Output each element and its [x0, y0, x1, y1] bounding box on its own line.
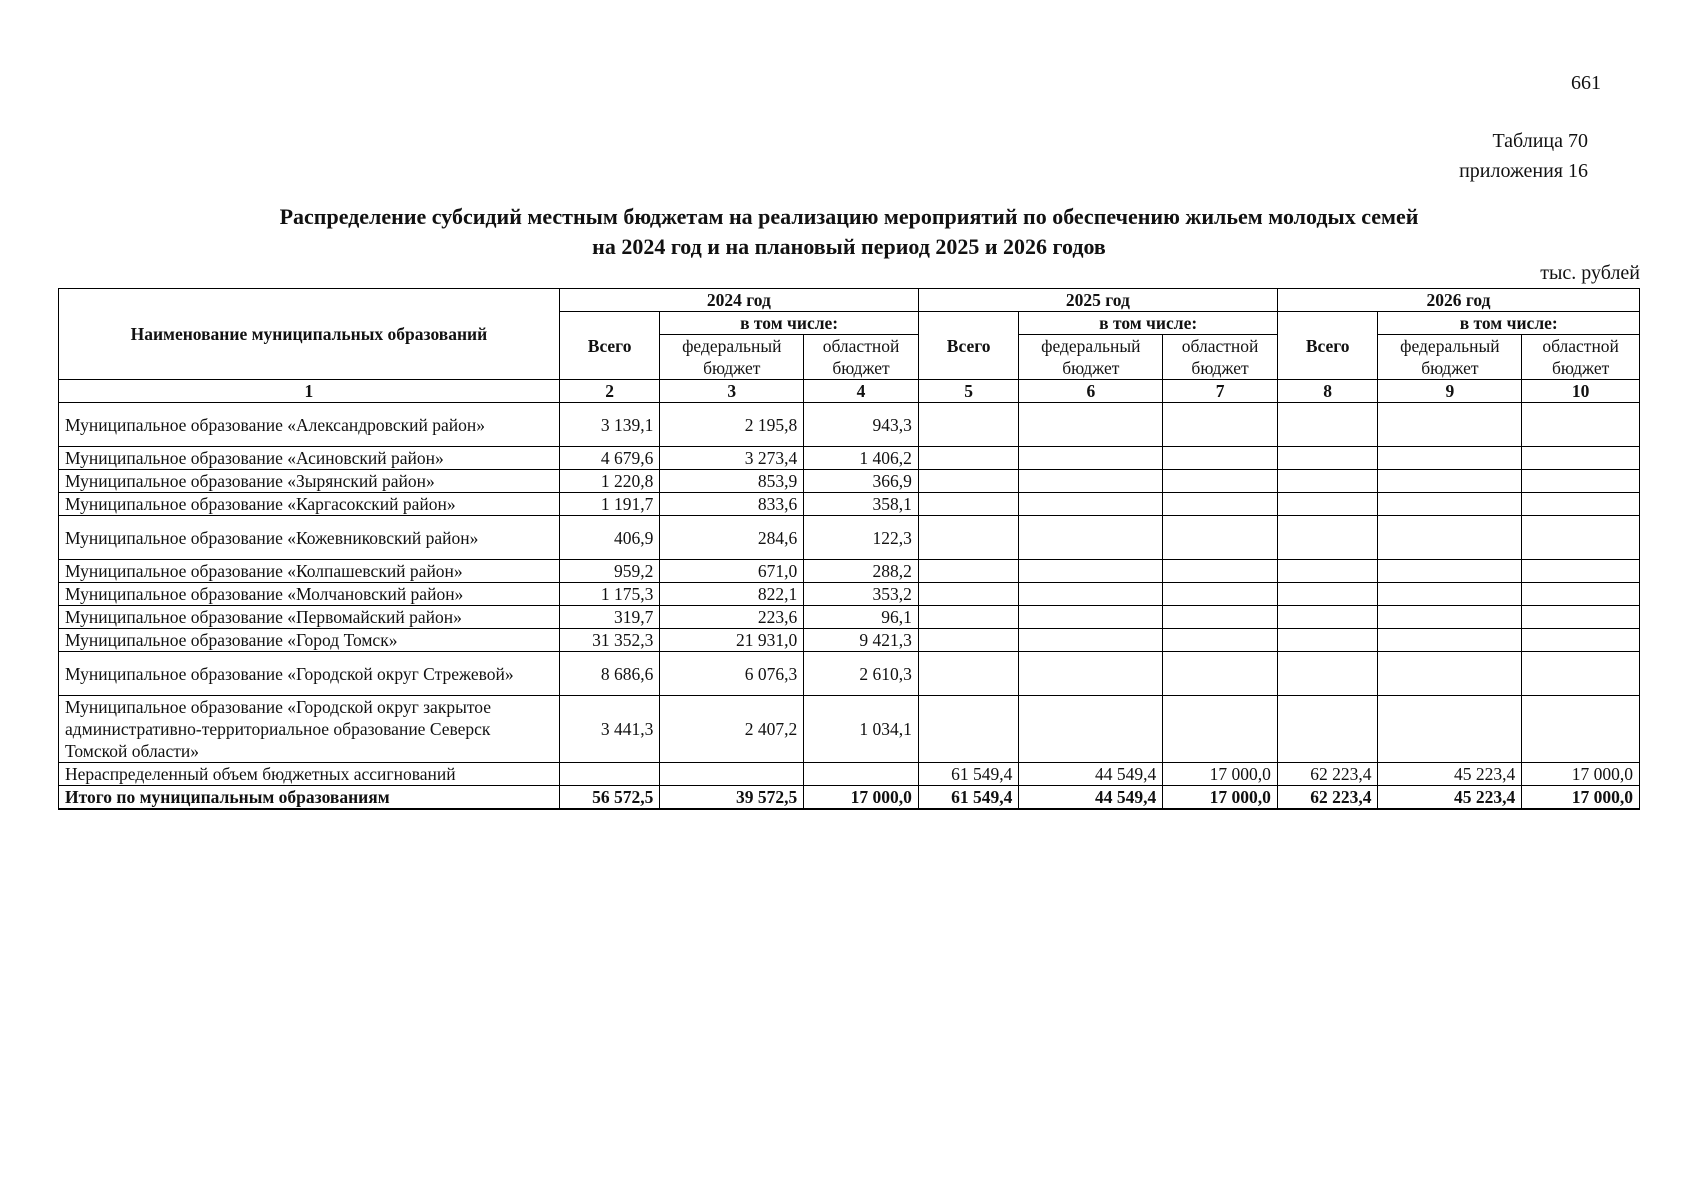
table-row	[59, 583, 1640, 606]
header-name-col: Наименование муниципальных образований	[59, 289, 560, 380]
row-value	[1019, 560, 1163, 583]
row-value: 1 191,7	[559, 493, 660, 516]
row-value: 31 352,3	[559, 629, 660, 652]
row-value	[1019, 516, 1163, 560]
row-value	[1378, 583, 1522, 606]
row-name: Муниципальное образование «Первомайский район»	[59, 606, 560, 629]
col-number: 10	[1522, 380, 1640, 403]
row-value	[1378, 493, 1522, 516]
total-row-value: 44 549,4	[1019, 786, 1163, 810]
row-value: 3 139,1	[559, 403, 660, 447]
row-value	[1163, 560, 1278, 583]
row-value: 9 421,3	[804, 629, 919, 652]
total-row-value: 17 000,0	[1163, 786, 1278, 810]
row-value	[1163, 583, 1278, 606]
row-value	[1522, 606, 1640, 629]
header-federal-2026: федеральный бюджет	[1378, 335, 1522, 380]
row-value: 943,3	[804, 403, 919, 447]
row-value	[1378, 606, 1522, 629]
row-value	[1163, 403, 1278, 447]
row-value	[1019, 583, 1163, 606]
row-value	[1522, 447, 1640, 470]
row-value	[1163, 629, 1278, 652]
row-value	[1522, 696, 1640, 763]
row-value	[1163, 447, 1278, 470]
row-value	[1522, 470, 1640, 493]
row-value	[1277, 560, 1378, 583]
row-value: 833,6	[660, 493, 804, 516]
table-row	[59, 606, 1640, 629]
row-value	[1277, 493, 1378, 516]
row-value	[1378, 403, 1522, 447]
row-value	[1277, 629, 1378, 652]
table-row	[59, 629, 1640, 652]
units-label: тыс. рублей	[1540, 262, 1640, 284]
row-value	[1019, 652, 1163, 696]
row-value	[1163, 516, 1278, 560]
total-row-value: 45 223,4	[1378, 786, 1522, 810]
header-federal-2024: федеральный бюджет	[660, 335, 804, 380]
header-year-2024: 2024 год	[559, 289, 918, 312]
col-number: 4	[804, 380, 919, 403]
table-row	[59, 560, 1640, 583]
row-name: Муниципальное образование «Александровский район»	[59, 403, 560, 447]
table-body	[59, 403, 1640, 810]
row-name: Муниципальное образование «Асиновский район»	[59, 447, 560, 470]
row-value: 2 407,2	[660, 696, 804, 763]
total-row-value: 17 000,0	[804, 786, 919, 810]
col-number: 5	[918, 380, 1019, 403]
header-year-2025: 2025 год	[918, 289, 1277, 312]
row-value	[1378, 516, 1522, 560]
row-value	[1277, 583, 1378, 606]
row-value	[804, 763, 919, 786]
table-row	[59, 447, 1640, 470]
header-federal-2025: федеральный бюджет	[1019, 335, 1163, 380]
row-value	[918, 493, 1019, 516]
table-row	[59, 493, 1640, 516]
row-value: 353,2	[804, 583, 919, 606]
subsidy-table	[58, 288, 1640, 810]
row-value: 61 549,4	[918, 763, 1019, 786]
row-name: Муниципальное образование «Молчановский район»	[59, 583, 560, 606]
row-value: 284,6	[660, 516, 804, 560]
row-value: 6 076,3	[660, 652, 804, 696]
col-number: 1	[59, 380, 560, 403]
row-value	[918, 652, 1019, 696]
row-value: 17 000,0	[1522, 763, 1640, 786]
row-value: 1 175,3	[559, 583, 660, 606]
document-title	[0, 202, 1698, 262]
row-value	[1522, 560, 1640, 583]
row-value: 62 223,4	[1277, 763, 1378, 786]
total-row-value: 17 000,0	[1522, 786, 1640, 810]
row-value	[1522, 403, 1640, 447]
row-value	[918, 606, 1019, 629]
row-value	[1522, 493, 1640, 516]
row-value	[1019, 493, 1163, 516]
col-number: 2	[559, 380, 660, 403]
row-value	[1522, 629, 1640, 652]
header-total-2024: Всего	[559, 312, 660, 380]
row-value	[1019, 403, 1163, 447]
row-value: 366,9	[804, 470, 919, 493]
row-value	[1277, 470, 1378, 493]
row-value	[918, 696, 1019, 763]
row-value: 1 034,1	[804, 696, 919, 763]
row-value: 8 686,6	[559, 652, 660, 696]
row-value	[1163, 470, 1278, 493]
row-value	[918, 470, 1019, 493]
page-number: 661	[1571, 72, 1601, 94]
row-value	[1019, 470, 1163, 493]
row-value: 96,1	[804, 606, 919, 629]
row-value	[1163, 652, 1278, 696]
row-value: 2 610,3	[804, 652, 919, 696]
row-value: 671,0	[660, 560, 804, 583]
row-value	[1522, 652, 1640, 696]
row-value	[1277, 606, 1378, 629]
table-ref-line1: Таблица 70	[1492, 130, 1588, 152]
header-total-2025: Всего	[918, 312, 1019, 380]
row-value: 122,3	[804, 516, 919, 560]
row-value	[918, 516, 1019, 560]
row-value	[918, 583, 1019, 606]
row-value	[1378, 696, 1522, 763]
header-regional-2026: областной бюджет	[1522, 335, 1640, 380]
row-name: Муниципальное образование «Колпашевский район»	[59, 560, 560, 583]
row-value: 1 406,2	[804, 447, 919, 470]
header-row-column-numbers	[59, 380, 1640, 403]
row-value: 3 441,3	[559, 696, 660, 763]
row-value	[1019, 629, 1163, 652]
total-row-name: Итого по муниципальным образованиям	[59, 786, 560, 810]
title-line1: Распределение субсидий местным бюджетам на реализацию мероприятий по обеспечению жильем молодых семей	[279, 204, 1419, 229]
row-value	[1522, 516, 1640, 560]
row-value	[1019, 447, 1163, 470]
row-value	[1277, 516, 1378, 560]
table-row	[59, 470, 1640, 493]
row-value	[1163, 606, 1278, 629]
table-row	[59, 652, 1640, 696]
total-row-value: 39 572,5	[660, 786, 804, 810]
title-line2: на 2024 год и на плановый период 2025 и 2026 годов	[592, 234, 1106, 259]
row-value: 45 223,4	[1378, 763, 1522, 786]
row-value: 288,2	[804, 560, 919, 583]
row-value	[1378, 560, 1522, 583]
row-value: 21 931,0	[660, 629, 804, 652]
table-reference	[1459, 126, 1588, 186]
row-value: 17 000,0	[1163, 763, 1278, 786]
col-number: 3	[660, 380, 804, 403]
row-value	[1522, 583, 1640, 606]
row-value	[559, 763, 660, 786]
total-row-value: 61 549,4	[918, 786, 1019, 810]
row-value: 1 220,8	[559, 470, 660, 493]
row-value: 223,6	[660, 606, 804, 629]
row-value: 319,7	[559, 606, 660, 629]
row-value: 2 195,8	[660, 403, 804, 447]
col-number: 8	[1277, 380, 1378, 403]
row-name: Нераспределенный объем бюджетных ассигнований	[59, 763, 560, 786]
row-name: Муниципальное образование «Каргасокский район»	[59, 493, 560, 516]
row-value	[1163, 493, 1278, 516]
row-value: 44 549,4	[1019, 763, 1163, 786]
row-value	[1163, 696, 1278, 763]
total-row-value: 56 572,5	[559, 786, 660, 810]
row-value	[1277, 696, 1378, 763]
row-value	[918, 560, 1019, 583]
row-value: 853,9	[660, 470, 804, 493]
row-value	[918, 629, 1019, 652]
header-row-years	[59, 289, 1640, 312]
row-value: 406,9	[559, 516, 660, 560]
row-value	[1019, 606, 1163, 629]
row-value	[1378, 447, 1522, 470]
header-including-2024: в том числе:	[660, 312, 918, 335]
row-name: Муниципальное образование «Кожевниковский район»	[59, 516, 560, 560]
row-value	[1019, 696, 1163, 763]
table-row	[59, 763, 1640, 786]
row-value: 3 273,4	[660, 447, 804, 470]
row-value	[1277, 652, 1378, 696]
table-row	[59, 696, 1640, 763]
row-name: Муниципальное образование «Городской округ Стрежевой»	[59, 652, 560, 696]
col-number: 6	[1019, 380, 1163, 403]
col-number: 9	[1378, 380, 1522, 403]
row-value	[918, 403, 1019, 447]
row-value	[1378, 470, 1522, 493]
table-ref-line2: приложения 16	[1459, 160, 1588, 182]
row-value	[1378, 629, 1522, 652]
row-value: 4 679,6	[559, 447, 660, 470]
row-value	[1277, 403, 1378, 447]
row-name: Муниципальное образование «Городской округ закрытое административно-территориальное образование Северск Томской области»	[59, 696, 560, 763]
row-value: 358,1	[804, 493, 919, 516]
row-value	[1378, 652, 1522, 696]
header-regional-2025: областной бюджет	[1163, 335, 1278, 380]
row-value: 822,1	[660, 583, 804, 606]
table-row	[59, 516, 1640, 560]
header-including-2025: в том числе:	[1019, 312, 1277, 335]
row-value: 959,2	[559, 560, 660, 583]
header-year-2026: 2026 год	[1277, 289, 1639, 312]
total-row-value: 62 223,4	[1277, 786, 1378, 810]
row-value	[660, 763, 804, 786]
total-row	[59, 786, 1640, 810]
row-value	[918, 447, 1019, 470]
header-including-2026: в том числе:	[1378, 312, 1640, 335]
header-regional-2024: областной бюджет	[804, 335, 919, 380]
header-total-2026: Всего	[1277, 312, 1378, 380]
row-name: Муниципальное образование «Зырянский район»	[59, 470, 560, 493]
row-value	[1277, 447, 1378, 470]
table-row	[59, 403, 1640, 447]
col-number: 7	[1163, 380, 1278, 403]
row-name: Муниципальное образование «Город Томск»	[59, 629, 560, 652]
